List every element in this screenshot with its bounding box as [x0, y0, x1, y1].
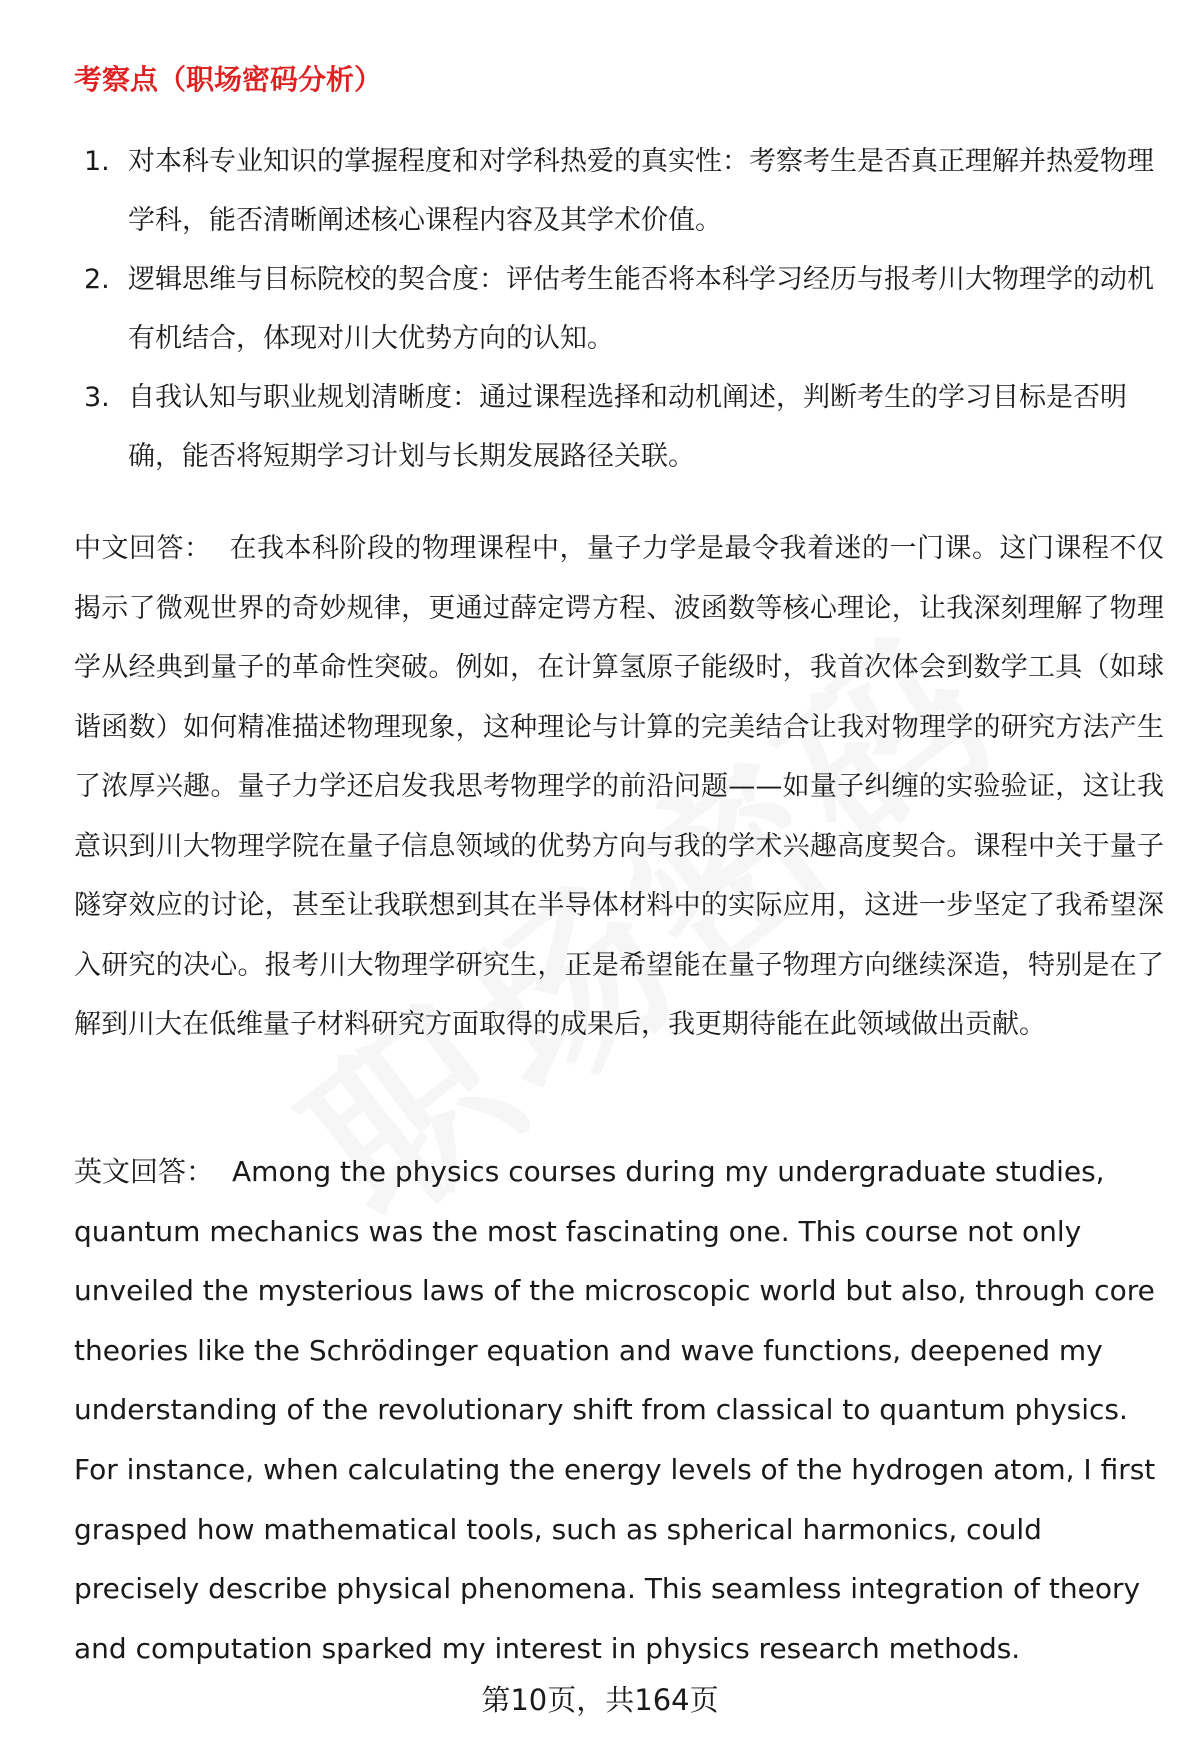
chinese-answer-paragraph — [74, 519, 1164, 1055]
section-title: 考察点（职场密码分析） — [74, 63, 383, 96]
page-number-footer: 第10页，共164页 — [481, 1683, 719, 1717]
english-answer-label: 英文回答： — [74, 1155, 215, 1188]
list-item-number: 1. — [84, 146, 110, 177]
list-item-number: 2. — [84, 264, 110, 295]
list-item-number: 3. — [84, 382, 110, 413]
list-item — [74, 132, 1160, 250]
list-item-text: 自我认知与职业规划清晰度：通过课程选择和动机阐述，判断考生的学习目标是否明确，能否将短期学习计划与长期发展路径关联。 — [128, 382, 1127, 472]
list-item — [74, 250, 1160, 368]
chinese-answer-label: 中文回答： — [74, 533, 212, 564]
examination-points-list — [74, 132, 1160, 486]
list-item — [74, 368, 1160, 486]
english-answer-text: Among the physics courses during my undergraduate studies, quantum mechanics was the most fascinating one. This course not only unveiled the mysterious laws of the microscopic world but also, through core theories like the Schrödinger equation and wave functions, deepened my understanding of the revolutionary shift from classical to quantum physics. For instance, when calculating the energy levels of the hydrogen atom, I first grasped how mathematical tools, such as spherical harmonics, could precisely describe physical phenomena. This seamless integration of theory and computation sparked my interest in physics research methods. — [74, 1155, 1156, 1665]
list-item-text: 对本科专业知识的掌握程度和对学科热爱的真实性：考察考生是否真正理解并热爱物理学科，能否清晰阐述核心课程内容及其学术价值。 — [128, 146, 1154, 236]
chinese-answer-text: 在我本科阶段的物理课程中，量子力学是最令我着迷的一门课。这门课程不仅揭示了微观世界的奇妙规律，更通过薛定谔方程、波函数等核心理论，让我深刻理解了物理学从经典到量子的革命性突破。例如，在计算氢原子能级时，我首次体会到数学工具（如球谐函数）如何精准描述物理现象，这种理论与计算的完美结合让我对物理学的研究方法产生了浓厚兴趣。量子力学还启发我思考物理学的前沿问题——如量子纠缠的实验验证，这让我意识到川大物理学院在量子信息领域的优势方向与我的学术兴趣高度契合。课程中关于量子隧穿效应的讨论，甚至让我联想到其在半导体材料中的实际应用，这进一步坚定了我希望深入研究的决心。报考川大物理学研究生，正是希望能在量子物理方向继续深造，特别是在了解到川大在低维量子材料研究方面取得的成果后，我更期待能在此领域做出贡献。 — [74, 533, 1164, 1040]
document-page — [74, 0, 1164, 1755]
english-answer-paragraph — [74, 1142, 1164, 1678]
list-item-text: 逻辑思维与目标院校的契合度：评估考生能否将本科学习经历与报考川大物理学的动机有机结合，体现对川大优势方向的认知。 — [128, 264, 1154, 354]
